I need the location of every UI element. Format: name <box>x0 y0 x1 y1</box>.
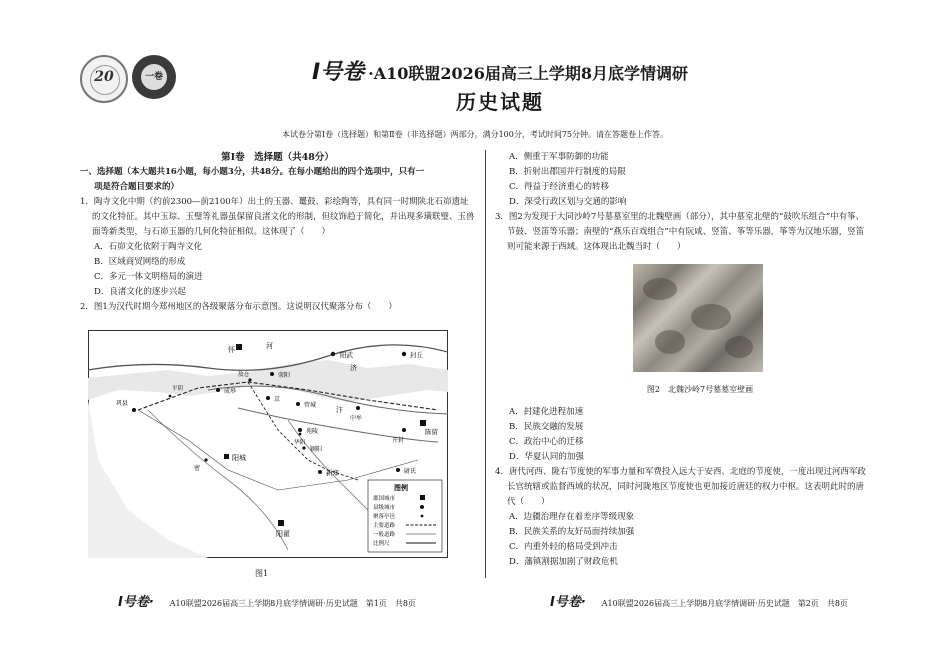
question-3-stem: 3．图2为发现于大同沙岭7号墓墓室里的北魏壁画（部分），其中墓室北壁的“鼓吹乐组合”中有筝、节鼓、竖笛等乐器；南壁的“燕乐百戏组合”中有阮咸、竖笛、筝等乐器，筝等为汉地乐器，竖笛则可能来源于西域。这体现出北魏当时（ ） <box>495 212 865 252</box>
map-settlement-marker <box>204 458 207 461</box>
column-divider <box>485 150 486 578</box>
map-settlement-marker <box>248 378 251 381</box>
map-place-label: 成皋 <box>224 388 237 395</box>
map-place-label: 阳翟 <box>276 530 290 538</box>
legend-item: 郡国城市 <box>373 496 396 502</box>
footer-brand: I号卷· <box>118 595 154 610</box>
q2-option-c: C．得益于经济重心的转移 <box>509 182 610 192</box>
subject-title: 历史试题 <box>456 90 544 114</box>
map-place-label: 中牟 <box>350 415 363 422</box>
legend-item: 比例尺 <box>373 541 390 547</box>
map-place-label: 颍阳 <box>310 446 323 453</box>
q4-option-d: D．藩镇割据加剧了财政危机 <box>509 557 618 567</box>
question-1-stem: 1．陶寺文化中期（约前2300—前2100年）出土的玉器、鼍鼓、彩绘陶等，具有同一时期陕北石峁遗址的文化特征。其中玉琮、玉璧等礼器虽保留良渚文化的形制，但纹饰趋于简化，并出现多璜联璧、玉兽面等新类型，与石峁玉器的几何化特征相似。这体现了（ ） <box>80 197 475 237</box>
map-place-label: 平阴 <box>172 386 184 392</box>
instruction-line-2: 项是符合题目要求的） <box>94 182 180 192</box>
map-place-label: 阳城 <box>232 454 246 462</box>
map-place-label: 苑陵 <box>306 428 319 435</box>
map-river-label: 河 <box>266 342 273 350</box>
q2-option-d: D．深受行政区划与交通的影响 <box>509 197 627 207</box>
map-place-label: 陈留 <box>425 428 438 436</box>
q3-option-d: D．华夏认同的加强 <box>509 452 584 462</box>
seal-number: 20 <box>94 69 114 85</box>
school-seal-logo <box>80 55 128 103</box>
map-county-marker <box>402 352 406 356</box>
q2-option-b: B．折射出郡国并行制度的局限 <box>509 167 626 177</box>
map-commandery-marker <box>236 344 242 350</box>
footer-left-text: A10联盟2026届高三上学期8月底学情调研·历史试题 第1页 共8页 <box>169 599 416 608</box>
map-commandery-marker <box>420 420 426 426</box>
question-4-stem: 4．唐代河西、陇右节度使的军事力量和军费投入远大于安西、北庭的节度使，一度出现过河西军政长官统辖或监督西域的状况，同时河陇地区节度使也更加接近唐廷的权力中枢。这表明此时的唐代（ ） <box>495 467 866 507</box>
legend-item: 聚落亭邑 <box>373 514 396 520</box>
map-river-label: 济 <box>350 364 357 372</box>
question-2-stem: 2．图1为汉代时期今郑州地区的各级聚落分布示意图。这说明汉代聚落分布（ ） <box>80 302 397 312</box>
footer-left <box>118 591 416 610</box>
map-place-label: 密 <box>194 465 201 472</box>
exam-note: 本试卷分第Ⅰ卷（选择题）和第Ⅱ卷（非选择题）两部分。满分100分，考试时间75分钟。请在答题卷上作答。 <box>281 130 669 139</box>
map-settlement-marker <box>302 446 305 449</box>
map-county-marker <box>356 406 360 410</box>
map-commandery-marker <box>224 454 229 459</box>
footer-brand: I号卷· <box>550 595 586 610</box>
map-figure-1 <box>88 330 448 558</box>
footer-right-text: A10联盟2026届高三上学期8月底学情调研·历史试题 第2页 共8页 <box>601 599 848 608</box>
q1-option-b: B．区域商贸网络的形成 <box>94 257 186 267</box>
map-place-label: 京 <box>274 396 281 403</box>
legend-county-symbol <box>420 505 424 509</box>
q4-option-a: A．边疆治理存在着差序等级现象 <box>509 512 635 522</box>
figure-1-caption: 图1 <box>255 569 269 578</box>
map-county-marker <box>318 470 322 474</box>
legend-item: 一般道路 <box>373 532 396 538</box>
map-place-label: 敖仓 <box>238 372 250 378</box>
map-place-label: 怀 <box>228 346 235 354</box>
map-place-label: 新郑 <box>326 469 339 477</box>
instruction-line-1: 一、选择题（本大题共16小题，每小题3分，共48分。在每小题给出的四个选项中，只有一 <box>80 167 425 177</box>
map-place-label: 开封 <box>392 437 405 444</box>
map-place-label: 封丘 <box>410 351 423 359</box>
exam-title <box>300 55 700 86</box>
legend-item: 主要道路 <box>373 523 396 529</box>
q3-option-a: A．封建化进程加速 <box>509 407 584 417</box>
map-commandery-marker <box>278 520 284 526</box>
q4-option-b: B．民族关系的友好局面持续加强 <box>509 527 635 537</box>
map-county-marker <box>296 402 300 406</box>
mural-photo <box>633 264 763 372</box>
footer-right <box>550 591 848 610</box>
map-county-marker <box>270 372 274 376</box>
map-place-label: 管城 <box>304 402 317 409</box>
map-county-marker <box>396 468 400 472</box>
figure-2-caption: 图2 北魏沙岭7号墓墓室壁画 <box>646 385 754 394</box>
map-place-label: 荥阳 <box>278 372 291 379</box>
map-county-marker <box>216 388 220 392</box>
q1-option-c: C．多元一体文明格局的演进 <box>94 272 203 282</box>
section-heading: 第Ⅰ卷 选择题（共48分） <box>221 152 334 163</box>
mural-blot <box>655 330 685 354</box>
q2-option-a: A．侧重于军事防御的功能 <box>509 152 609 162</box>
map-place-label: 阳武 <box>340 351 353 359</box>
q4-option-c: C．内重外轻的格局受到冲击 <box>509 542 618 552</box>
legend-title: 图例 <box>394 483 408 492</box>
brand-mark: I号卷 <box>311 60 365 85</box>
education-logo <box>132 55 176 99</box>
map-county-marker <box>132 408 136 412</box>
legend-settlement-symbol <box>421 515 424 518</box>
mural-blot <box>643 278 677 300</box>
map-county-marker <box>266 396 270 400</box>
mural-blot <box>725 336 753 358</box>
q3-option-b: B．民族交融的发展 <box>509 422 584 432</box>
mural-blot <box>691 304 731 330</box>
left-column <box>80 150 475 315</box>
q3-option-c: C．政治中心的迁移 <box>509 437 584 447</box>
q1-option-a: A．石峁文化依附于陶寺文化 <box>94 242 203 252</box>
legend-commandery-symbol <box>420 495 425 500</box>
map-place-label: 巩县 <box>116 400 129 407</box>
map-place-label: 尉氏 <box>404 468 417 475</box>
map-place-label: 华阳 <box>294 440 306 446</box>
map-county-marker <box>402 428 406 432</box>
legend-item: 县级城市 <box>373 505 396 511</box>
map-county-marker <box>331 352 335 356</box>
map-river-label: 汴 <box>336 406 343 414</box>
map-county-marker <box>298 428 302 432</box>
map-settlement-marker <box>169 395 172 398</box>
q1-option-d: D．良渚文化的逐步兴起 <box>94 287 186 297</box>
exam-title-text: ·A10联盟2026届高三上学期8月底学情调研 <box>368 64 689 83</box>
map-settlement-marker <box>299 433 302 436</box>
logo-text: 一卷 <box>144 72 163 82</box>
